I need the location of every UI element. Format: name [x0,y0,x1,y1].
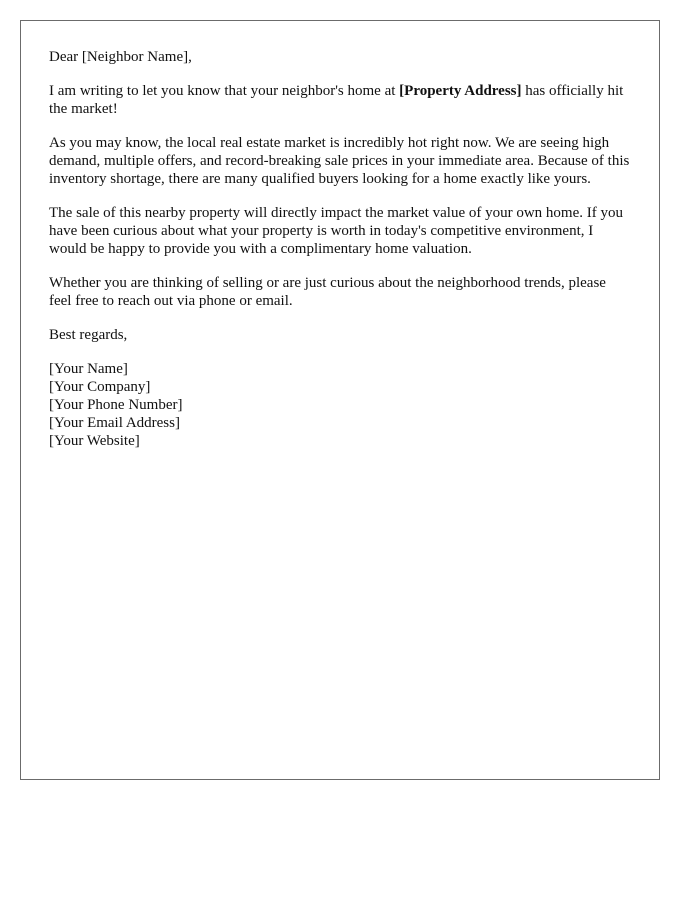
signature-phone: [Your Phone Number] [49,397,183,413]
signature-name: [Your Name] [49,361,128,377]
letter-greeting: Dear [Neighbor Name], [49,49,192,65]
letter-paragraph-2: As you may know, the local real estate market is incredibly hot right now. We are seeing high demand, multiple offers, and record-breaking sale prices in your immediate area. Because of this inventory shortage, there are many qualified buyers looking for a home exactly like yours. [49,135,630,187]
signature-block [49,360,631,450]
paragraph-1-text-start: I am writing to let you know that your neighbor's home at [49,83,400,99]
signature-website: [Your Website] [49,433,140,449]
letter-page [20,20,660,780]
letter-paragraph-3: The sale of this nearby property will directly impact the market value of your own home. If you have been curious about what your property is worth in today's competitive environment, I would be happy to provide you with a complimentary home valuation. [49,205,623,257]
letter-paragraph-4: Whether you are thinking of selling or are just curious about the neighborhood trends, please feel free to reach out via phone or email. [49,275,606,309]
paragraph-1-text-end: has officially hit the market! [49,83,624,117]
property-address-placeholder: [Property Address] [399,83,522,99]
letter-paragraph-1 [49,82,631,118]
letter-closing: Best regards, [49,327,128,343]
signature-email: [Your Email Address] [49,415,180,431]
signature-company: [Your Company] [49,379,151,395]
